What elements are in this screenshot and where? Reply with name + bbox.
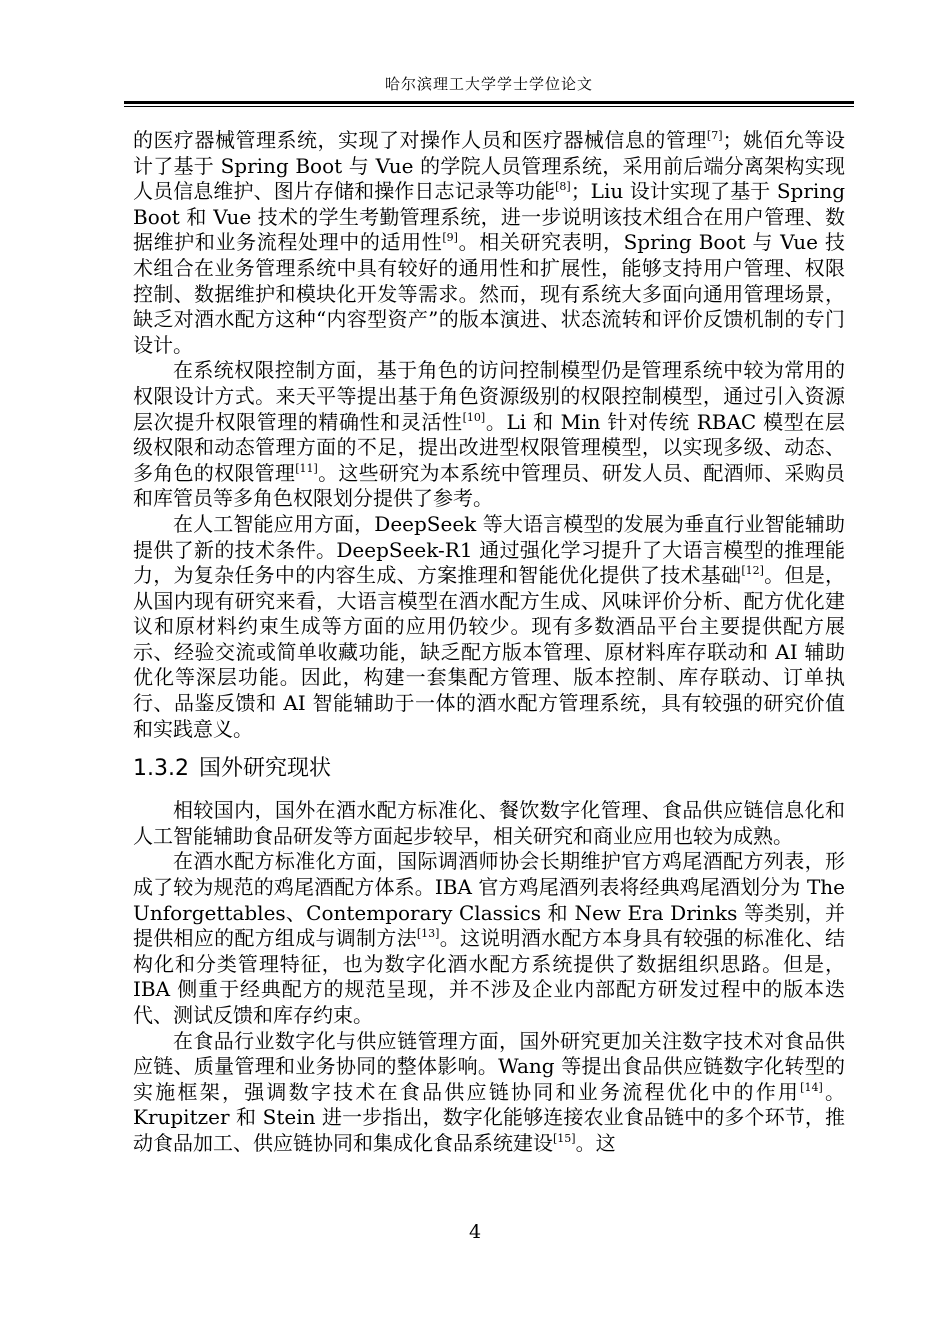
paragraph-text: 。相关研究表明，Spring Boot 与 Vue 技术组合在业务管理系统中具有较好的通用性和扩展性，能够支持用户管理、权限控制、数据维护和模块化开发等需求。然而，现有系统大多面向通用管理场景，缺乏对酒水配方这种“内容型资产”的版本演进、状态流转和评价反馈机制的专门设计。 <box>133 230 845 357</box>
paragraph-group-domestic <box>133 128 845 742</box>
citation-ref: [8] <box>555 180 571 194</box>
paragraph-text: ；姚佰允等设计了基于 Spring Boot 与 Vue 的学院人员管理系统，采用前后端分离架构实现人员信息维护、图片存储和操作日志记录等功能 <box>133 128 846 204</box>
citation-ref: [11] <box>295 461 318 475</box>
paragraph-text: 。这 <box>575 1130 616 1155</box>
citation-ref: [7] <box>706 129 723 142</box>
paragraph-text: 。这说明酒水配方本身具有较强的标准化、结构化和分类管理特征，也为数字化酒水配方系统提供了数据组织思路。但是，IBA 侧重于经典配方的规范呈现，并不涉及企业内部配方研发过程中的版本迭代、测试反馈和库存约束。 <box>133 926 846 1027</box>
citation-ref: [15] <box>553 1131 576 1145</box>
body-paragraph <box>133 849 845 1028</box>
section-title: 国外研究现状 <box>198 756 331 782</box>
section-heading <box>133 754 845 784</box>
citation-ref: [10] <box>462 410 486 424</box>
paragraph-text: 在食品行业数字化与供应链管理方面，国外研究更加关注数字技术对食品供应链、质量管理和业务协同的整体影响。Wang 等提出食品供应链数字化转型的实施框架，强调数字技术在食品供应链协同和业务流程优化中的作用 <box>133 1028 845 1104</box>
paragraph-text: ；Liu 设计实现了基于 Spring Boot 和 Vue 技术的学生考勤管理系统，进一步说明该技术组合在用户管理、数据维护和业务流程处理中的适用性 <box>133 179 846 255</box>
body-paragraph <box>133 128 845 358</box>
citation-ref: [12] <box>741 564 764 578</box>
paragraph-text: 。Krupitzer 和 Stein 进一步指出，数字化能够连接农业食品链中的多个环节，推动食品加工、供应链协同和集成化食品系统建设 <box>133 1079 846 1155</box>
header-rule-thick <box>124 101 854 104</box>
body-paragraph <box>133 798 845 849</box>
paragraph-text: 在系统权限控制方面，基于角色的访问控制模型仍是管理系统中较为常用的权限设计方式。来天平等提出基于角色资源级别的权限控制模型，通过引入资源层次提升权限管理的精确性和灵活性 <box>133 358 845 434</box>
body-text <box>133 128 845 1157</box>
body-paragraph <box>133 512 845 742</box>
header-rule-thin <box>124 106 854 107</box>
paragraph-text: 的医疗器械管理系统，实现了对操作人员和医疗器械信息的管理 <box>133 128 707 152</box>
page-number: 4 <box>468 1221 482 1243</box>
paragraph-group-foreign <box>133 798 845 1156</box>
body-paragraph <box>133 358 845 512</box>
paragraph-text: 在人工智能应用方面，DeepSeek 等大语言模型的发展为垂直行业智能辅助提供了新的技术条件。DeepSeek-R1 通过强化学习提升了大语言模型的推理能力，为复杂任务中的内容生成、方案推理和智能优化提供了技术基础 <box>133 511 845 588</box>
running-header: 哈尔滨理工大学学士学位论文 <box>384 75 593 93</box>
citation-ref: [14] <box>800 1080 823 1094</box>
section-number: 1.3.2 <box>133 756 189 782</box>
paragraph-text: 。这些研究为本系统中管理员、研发人员、配酒师、采购员和库管员等多角色权限划分提供了参考。 <box>133 460 846 511</box>
body-paragraph <box>133 1029 845 1157</box>
paragraph-text: 相较国内，国外在酒水配方标准化、餐饮数字化管理、食品供应链信息化和人工智能辅助食品研发等方面起步较早，相关研究和商业应用也较为成熟。 <box>133 798 845 848</box>
paragraph-text: 。但是，从国内现有研究来看，大语言模型在酒水配方生成、风味评价分析、配方优化建议和原材料约束生成等方面的应用仍较少。现有多数酒品平台主要提供配方展示、经验交流或简单收藏功能，缺乏配方版本管理、原材料库存联动和 AI 辅助优化等深层功能。因此，构建一套集配方管理、版本控制、库存联动、订单执行、品鉴反馈和 AI 智能辅助于一体的酒水配方管理系统，具有较强的研究价值和实践意义。 <box>133 563 846 741</box>
citation-ref: [13] <box>416 927 440 941</box>
citation-ref: [9] <box>442 231 458 245</box>
paragraph-text: 在酒水配方标准化方面，国际调酒师协会长期维护官方鸡尾酒配方列表，形成了较为规范的鸡尾酒配方体系。IBA 官方鸡尾酒列表将经典鸡尾酒划分为 The Unforgettables、Contemporary Classics 和 New Era Drinks 等类别，并提供相应的配方组成与调制方法 <box>133 849 845 951</box>
paragraph-text: 。Li 和 Min 针对传统 RBAC 模型在层级权限和动态管理方面的不足，提出改进型权限管理模型，以实现多级、动态、多角色的权限管理 <box>133 409 845 485</box>
